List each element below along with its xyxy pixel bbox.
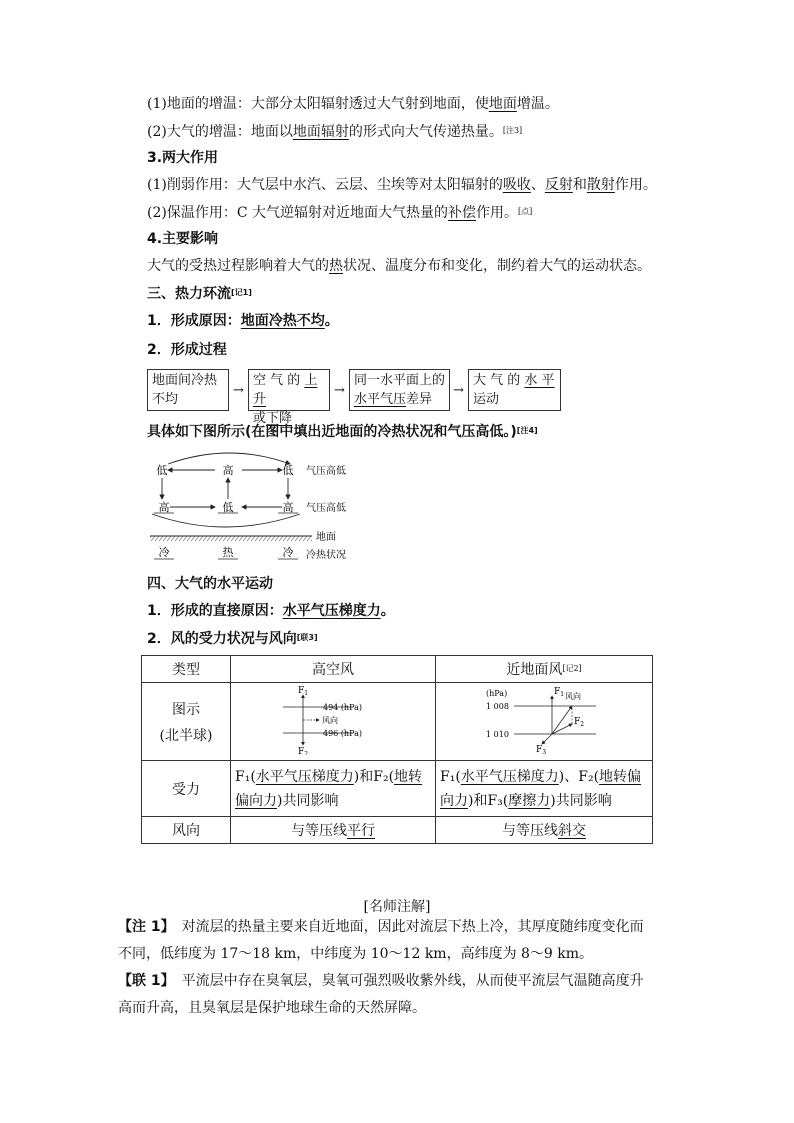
text: )和F₃(: [468, 792, 509, 809]
note-1: [118, 914, 684, 968]
text: )、F₂(: [558, 768, 600, 785]
axis-label: 气压高低: [306, 466, 346, 477]
pressure-label: 高: [158, 501, 170, 514]
note-tag: [注3]: [502, 126, 523, 135]
text: 同一水平面上的: [354, 373, 446, 388]
temperature-label: 热: [222, 546, 234, 559]
text: (1)削弱作用：大气层中水汽、云层、尘埃等对太阳辐射的: [147, 177, 503, 193]
wind-label: 风向: [565, 691, 581, 701]
text: )共同影响: [550, 792, 612, 809]
flow-box-4: [468, 369, 561, 411]
text: )共同影响: [277, 792, 339, 809]
table-row: [142, 656, 653, 683]
text: 运动: [473, 392, 500, 407]
text: 与等压线: [502, 823, 558, 839]
text: 作用。: [614, 177, 657, 193]
text: 对流层的热量主要来自近地面，因此对流层下热上冷，其厚度随纬度变化而: [181, 919, 644, 935]
thermal-circulation-diagram: [140, 444, 380, 566]
text: F₁(: [235, 768, 256, 785]
insulation-effect-line: [147, 202, 532, 223]
formation-flowchart: [147, 369, 561, 426]
isobar-label: 1 008: [486, 701, 509, 711]
pressure-label: 低: [222, 501, 234, 514]
text-underlined: 反射: [544, 177, 573, 193]
note-tag: [记2]: [562, 664, 582, 673]
ground-hatch: [150, 536, 312, 541]
heading-main-influence: 4.主要影响: [147, 231, 219, 247]
text: 。: [324, 313, 339, 329]
svg-text:F1: [298, 686, 308, 697]
text: 不同，低纬度为 17～18 km，中纬度为 10～12 km，高纬度为 8～9 km。: [118, 946, 594, 962]
svg-text:F2: [298, 747, 308, 755]
weakening-effect-line: [147, 175, 657, 195]
text: 2: [580, 720, 585, 728]
arc-top-left: [168, 453, 290, 464]
axis-label: 气压高低: [306, 503, 346, 514]
text: 大 气 的: [473, 373, 525, 388]
text: 和: [572, 177, 587, 193]
axis-label: 冷热状况: [306, 550, 346, 561]
text: 2: [304, 750, 309, 755]
text-underlined: 地转: [394, 768, 423, 785]
diagram-description: [147, 421, 538, 442]
svg-text:F2: [574, 717, 584, 728]
near-surface-wind-figure: [484, 684, 604, 756]
ground-label: 地面: [316, 532, 336, 543]
notes-title: [名师注解]: [363, 899, 431, 915]
table-cell: [436, 683, 653, 761]
table-header: 高空风: [231, 656, 436, 683]
table-cell: [436, 817, 653, 844]
text: 3: [542, 748, 547, 756]
svg-text:F1: [554, 687, 564, 698]
pressure-label: 高: [222, 464, 234, 477]
text: 不均: [152, 392, 179, 407]
text-underlined: 向力: [440, 792, 468, 809]
text-underlined: 斜交: [558, 823, 586, 839]
text-underlined: 地面辐射: [292, 124, 349, 140]
unit-label: (hPa): [486, 688, 508, 698]
text: (2)大气的增温：地面以: [147, 124, 293, 140]
text: 。: [380, 603, 395, 619]
text: 1: [560, 690, 565, 698]
text: 大气的受热过程影响着大气的: [147, 258, 329, 274]
text: F: [298, 746, 305, 755]
text-underlined: 水 平: [524, 373, 555, 388]
influence-line: [147, 256, 651, 276]
table-cell: [436, 761, 653, 817]
text-underlined: 吸收: [502, 177, 531, 193]
text: 空 气 的: [253, 373, 305, 388]
flow-box-2: [248, 369, 330, 426]
text: 2．风的受力状况与风向: [147, 631, 297, 647]
temperature-label: 冷: [282, 546, 294, 559]
text-underlined: 地转偏: [599, 768, 642, 785]
pressure-label: 低: [156, 464, 168, 477]
ground-heating-line: [147, 94, 559, 114]
text-underlined: 摩擦力: [508, 792, 551, 809]
text-underlined: 水平气压梯度力: [255, 768, 354, 785]
text: 1．形成原因：: [147, 313, 241, 329]
arrow-icon: →: [334, 383, 345, 398]
text: (北半球): [159, 727, 213, 744]
arrow-icon: →: [453, 383, 464, 398]
text: )和F₂(: [353, 768, 395, 785]
temperature-label: 冷: [158, 546, 170, 559]
air-heating-line: [147, 121, 522, 142]
wind-table: [141, 655, 653, 844]
direct-cause-line: [147, 601, 395, 621]
table-cell: [231, 761, 436, 817]
text-underlined: 地面: [488, 96, 517, 112]
text: F: [298, 685, 305, 696]
note-label: 【联 1】: [118, 973, 168, 989]
text: 平流层中存在臭氧层，臭氧可强烈吸收紫外线，从而使平流层气温随高度升: [181, 973, 644, 989]
text: 与等压线: [291, 823, 347, 839]
isobar-label: 1 010: [486, 729, 509, 739]
text: F₁(: [440, 768, 461, 785]
text-underlined: 散射: [586, 177, 615, 193]
table-cell: [231, 817, 436, 844]
table-row: [142, 761, 653, 817]
text: 具体如下图所示(在图中填出近地面的冷热状况和气压高低。): [147, 424, 517, 440]
table-row: [142, 683, 653, 761]
table-cell: [231, 683, 436, 761]
heading-two-effects: 3.两大作用: [147, 150, 219, 166]
text: 1: [304, 689, 309, 697]
text-underlined: 热: [329, 258, 343, 274]
text-underlined: 偏向力: [235, 792, 277, 809]
flow-box-3: [349, 369, 450, 411]
text: 高而升高，且臭氧层是保护地球生命的天然屏障。: [118, 1000, 426, 1016]
isobar-label: 496 (hPa): [323, 728, 362, 738]
text: 近地面风: [506, 662, 563, 678]
text: 1．形成的直接原因：: [147, 603, 283, 619]
text: (2)保温作用：C 大气逆辐射对近地面大气热量的: [147, 205, 448, 221]
table-header: [436, 656, 653, 683]
text: 增温。: [516, 96, 559, 112]
text-underlined: 地面冷热不均: [240, 313, 325, 329]
svg-text:F3: [536, 745, 546, 756]
text: (1)地面的增温：大部分太阳辐射透过大气射到地面，使: [147, 96, 489, 112]
note-tag: [记1]: [231, 288, 252, 297]
text-underlined: 补偿: [448, 205, 476, 221]
text-underlined: 水平气压梯度力: [282, 603, 381, 619]
formation-process-line: 2．形成过程: [147, 342, 227, 358]
table-row: [142, 817, 653, 844]
table-header: 类型: [142, 656, 231, 683]
formation-cause-line: [147, 311, 339, 331]
high-altitude-wind-figure: [273, 685, 393, 755]
wind-label: 风向: [322, 715, 338, 725]
text: 作用。: [476, 205, 518, 221]
text: 或: [253, 411, 267, 426]
isobar-label: 494 (hPa): [323, 702, 362, 712]
section-title-horizontal-motion: 四、大气的水平运动: [147, 576, 273, 592]
note-tag: [点]: [518, 207, 533, 216]
section-title-thermal-circulation: [147, 283, 252, 304]
text: 、: [530, 177, 545, 193]
text: F: [554, 686, 561, 697]
text-underlined: 上 升: [253, 373, 318, 407]
pressure-label: 低: [282, 464, 294, 477]
text-underlined: 平行: [347, 823, 375, 839]
wind-force-line: [147, 628, 318, 649]
arrow-icon: →: [233, 383, 244, 398]
table-cell: 受力: [142, 761, 231, 817]
note-2: [118, 968, 684, 1022]
text-underlined: 下降: [266, 411, 293, 426]
note-tag: [注4]: [516, 426, 538, 435]
text: 地面间冷热: [152, 373, 218, 388]
note-label: 【注 1】: [118, 919, 168, 935]
table-cell: 风向: [142, 817, 231, 844]
text-underlined: 水平气压梯度力: [460, 768, 559, 785]
text-underlined: 水平气压: [354, 392, 407, 407]
text: 图示: [172, 701, 200, 718]
text: 状况、温度分布和变化，制约着大气的运动状态。: [343, 258, 651, 274]
note-tag: [联3]: [296, 633, 318, 642]
text: 三、热力环流: [147, 286, 231, 302]
table-cell: [142, 683, 231, 761]
text: F: [536, 744, 543, 755]
arc-bottom: [152, 514, 300, 527]
text: F: [574, 716, 581, 727]
text: 差异: [406, 392, 433, 407]
flow-box-1: [147, 369, 229, 411]
pressure-label: 高: [282, 501, 294, 514]
text: 的形式向大气传递热量。: [348, 124, 503, 140]
